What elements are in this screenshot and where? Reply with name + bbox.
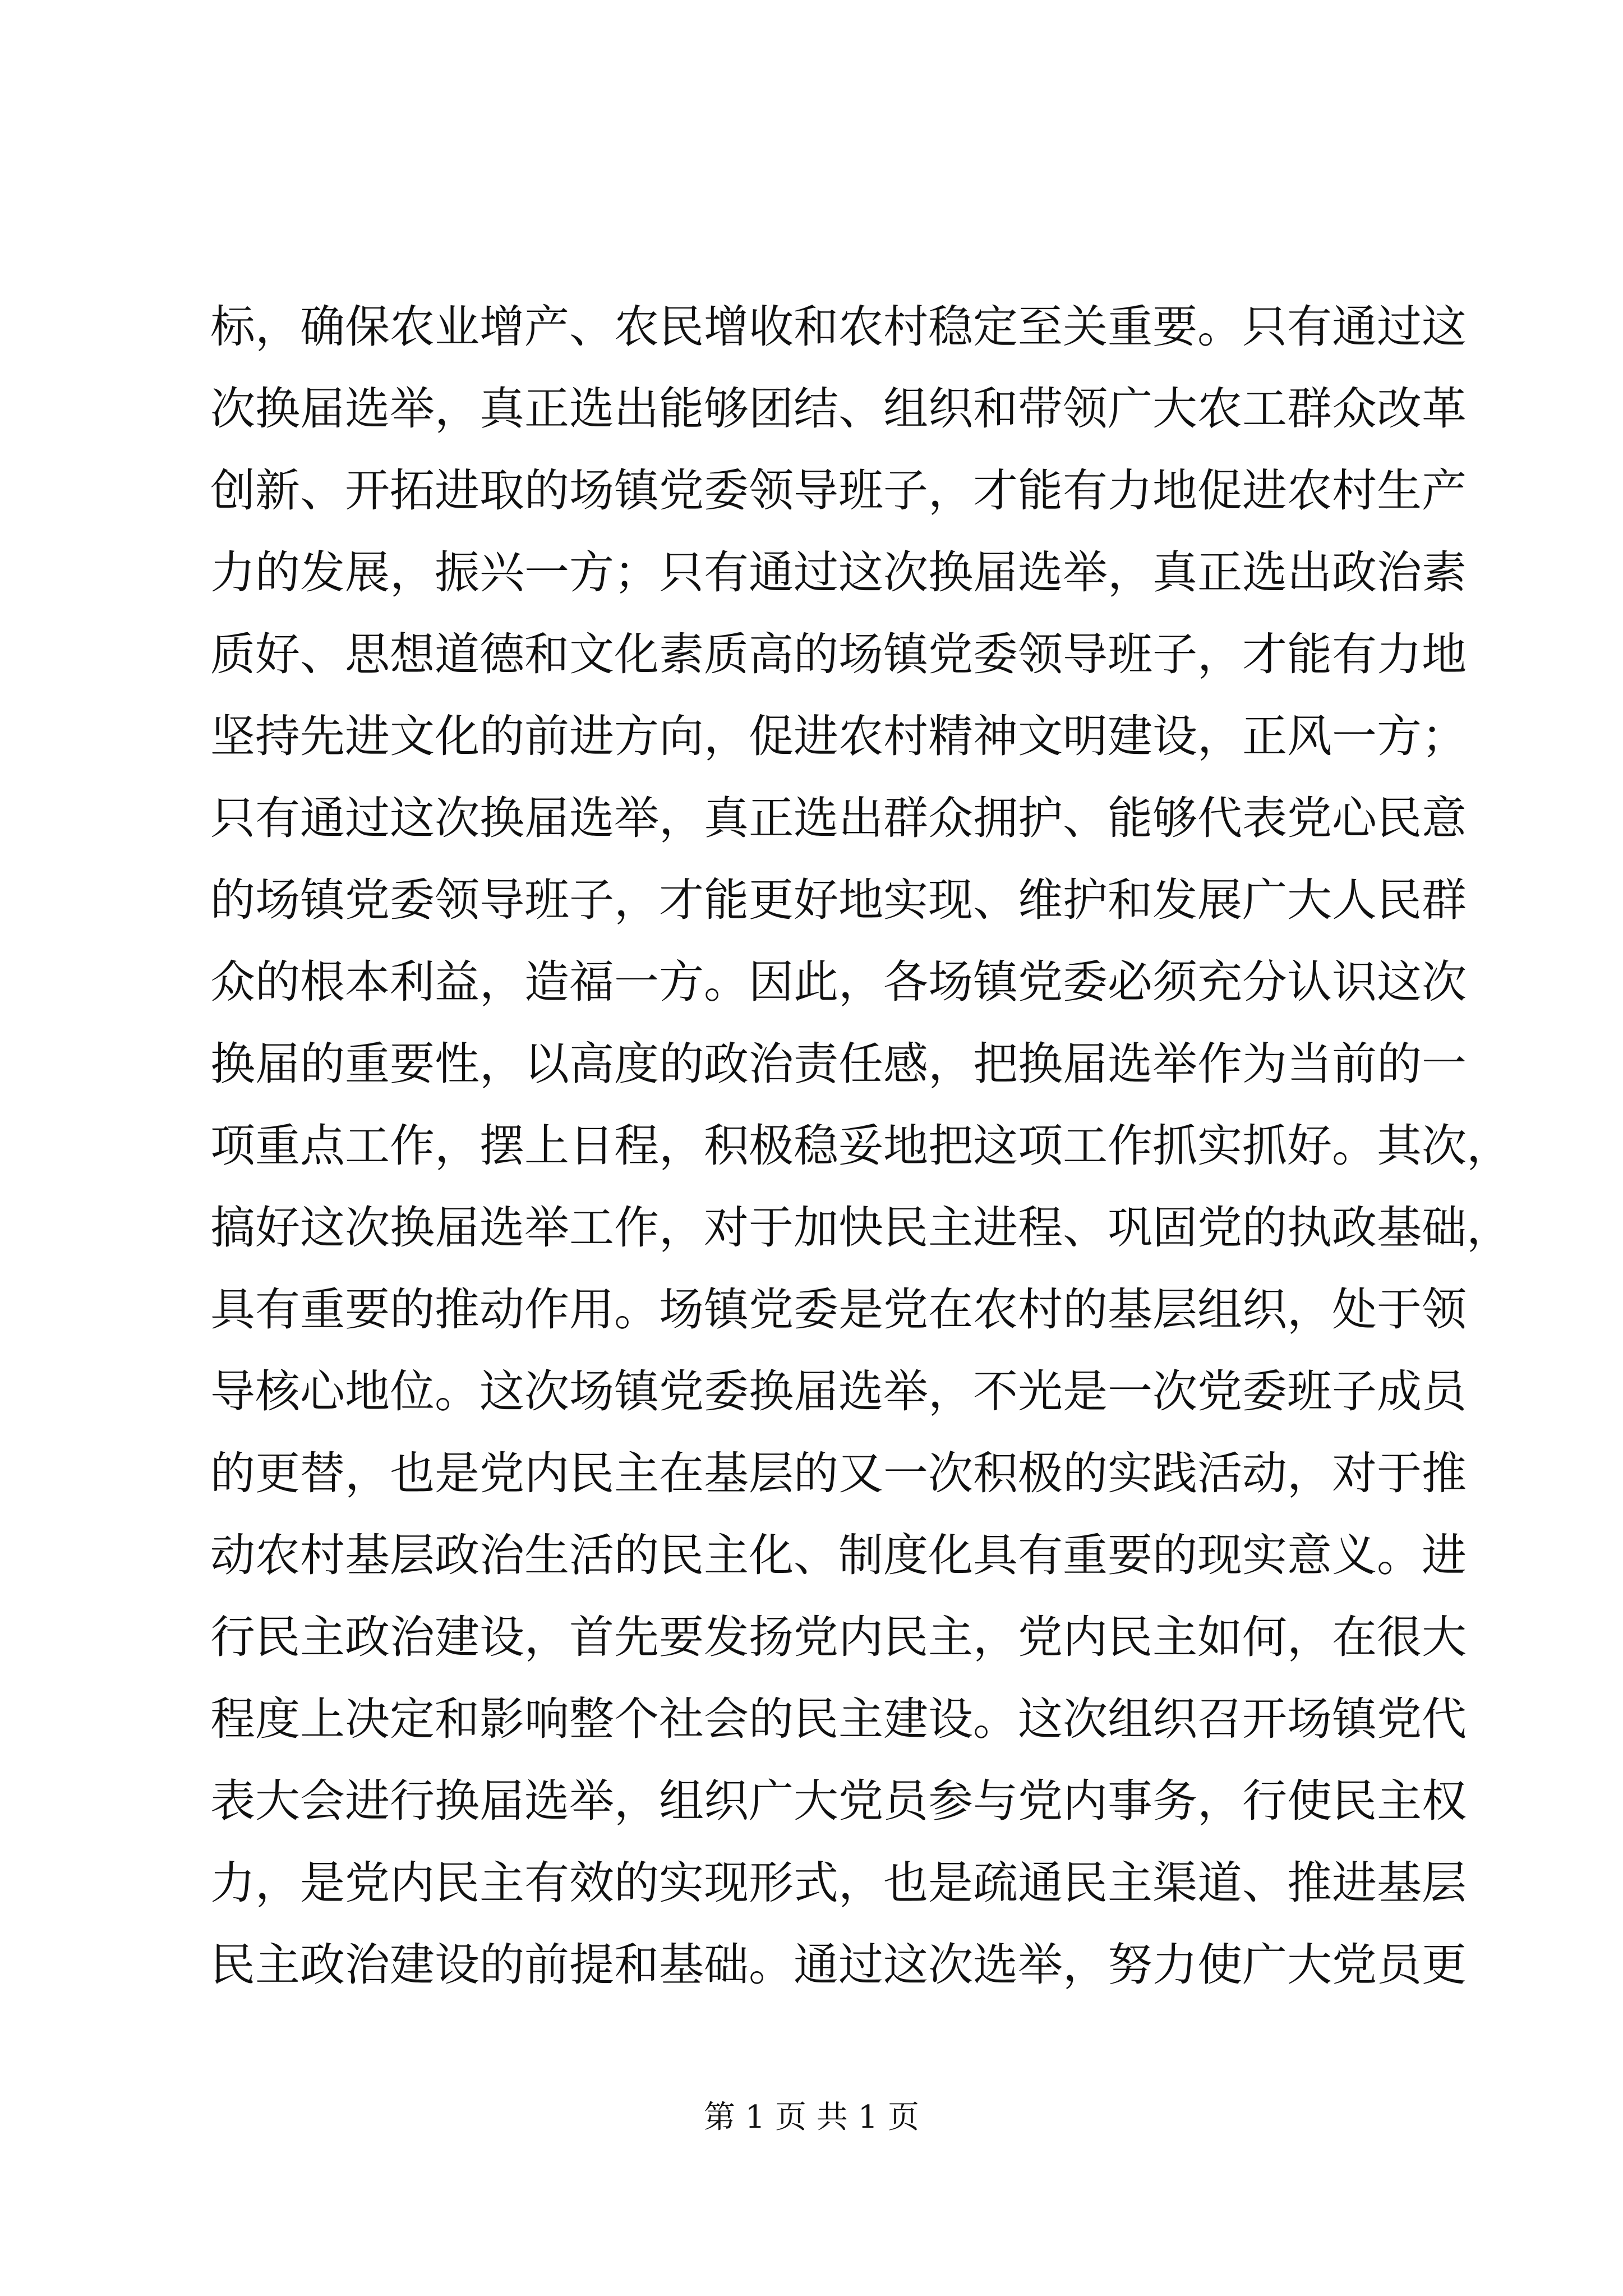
text-line: 导核心地位。这次场镇党委换届选举，不光是一次党委班子成员 (210, 1365, 1467, 1418)
text-line: 程度上决定和影响整个社会的民主建设。这次组织召开场镇党代 (210, 1693, 1467, 1745)
text-line: 力的发展，振兴一方；只有通过这次换届选举，真正选出政治素 (210, 546, 1467, 599)
text-line: 行民主政治建设，首先要发扬党内民主，党内民主如何，在很大 (210, 1611, 1467, 1663)
text-line: 的更替，也是党内民主在基层的又一次积极的实践活动，对于推 (210, 1447, 1467, 1499)
text-line: 换届的重要性，以高度的政治责任感，把换届选举作为当前的一 (210, 1038, 1467, 1090)
text-line: 表大会进行换届选举，组织广大党员参与党内事务，行使民主权 (210, 1775, 1467, 1827)
text-line: 的场镇党委领导班子，才能更好地实现、维护和发展广大人民群 (210, 874, 1467, 926)
text-line: 民主政治建设的前提和基础。通过这次选举，努力使广大党员更 (210, 1939, 1467, 1991)
text-line: 坚持先进文化的前进方向，促进农村精神文明建设，正风一方； (210, 710, 1467, 762)
text-line: 搞好这次换届选举工作，对于加快民主进程、巩固党的执政基础， (210, 1202, 1511, 1254)
body-text (210, 286, 1511, 2006)
text-line: 次换届选举，真正选出能够团结、组织和带领广大农工群众改革 (210, 383, 1467, 435)
text-line: 动农村基层政治生活的民主化、制度化具有重要的现实意义。进 (210, 1529, 1467, 1581)
text-line: 具有重要的推动作用。场镇党委是党在农村的基层组织，处于领 (210, 1283, 1467, 1336)
page-footer: 第 1 页 共 1 页 (703, 2099, 920, 2136)
text-line: 标，确保农业增产、农民增收和农村稳定至关重要。只有通过这 (210, 301, 1467, 353)
text-line: 项重点工作，摆上日程，积极稳妥地把这项工作抓实抓好。其次， (210, 1120, 1511, 1172)
text-line: 力，是党内民主有效的实现形式，也是疏通民主渠道、推进基层 (210, 1857, 1467, 1909)
text-line: 质好、思想道德和文化素质高的场镇党委领导班子，才能有力地 (210, 628, 1467, 680)
text-line: 只有通过这次换届选举，真正选出群众拥护、能够代表党心民意 (210, 792, 1467, 844)
text-line: 创新、开拓进取的场镇党委领导班子，才能有力地促进农村生产 (210, 464, 1467, 517)
text-line: 众的根本利益，造福一方。因此，各场镇党委必须充分认识这次 (210, 956, 1467, 1008)
